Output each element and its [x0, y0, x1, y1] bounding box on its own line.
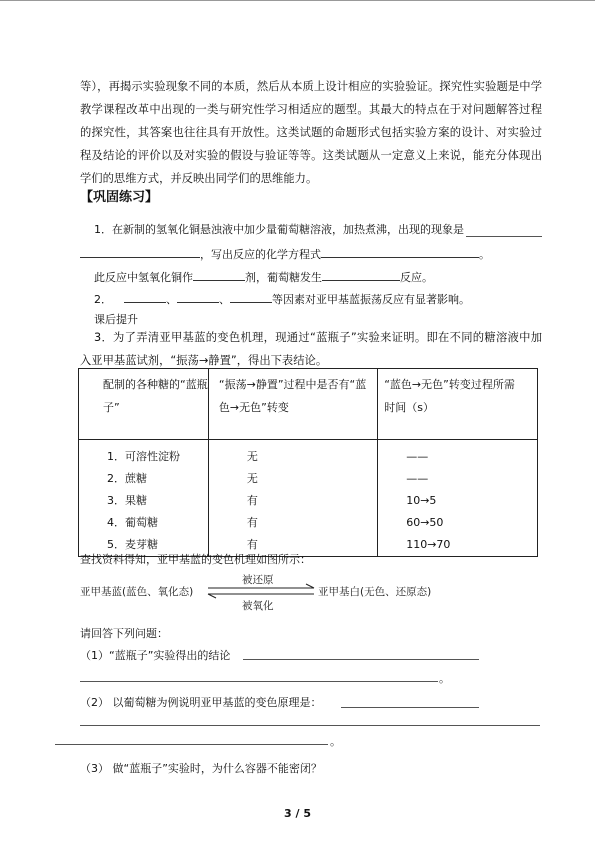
- table-header-row: [79, 369, 538, 440]
- q2-blank-3[interactable]: [230, 290, 272, 303]
- q1-line1: [94, 223, 464, 237]
- table-col-time: [378, 440, 538, 557]
- section-title: 【巩固练习】: [80, 190, 159, 205]
- table-row: 3．果糖: [107, 494, 147, 507]
- q2-blank-2[interactable]: [177, 290, 219, 303]
- table-cell: 10→5: [406, 494, 437, 507]
- table-cell: 60→50: [406, 516, 444, 529]
- sub-question-2: （2） 以葡萄糖为例说明亚甲基蓝的变色原理是：: [80, 696, 322, 709]
- q1-oxidant-blank[interactable]: [193, 268, 245, 281]
- mechanism-bottom-label: 被氧化: [242, 600, 274, 611]
- q3-intro: 3．为了弄清亚甲基蓝的变色机理，现通过“蓝瓶子”实验来证明。即在不同的糖溶液中加入亚甲基蓝试剂，“振荡→静置”，得出下表结论。: [80, 331, 542, 367]
- q1-equation-blank[interactable]: [321, 245, 479, 258]
- table-row: 2．蔗糖: [107, 472, 147, 485]
- sub1-answer-line-2[interactable]: [80, 681, 438, 682]
- after-class-label: 课后提升: [94, 313, 138, 326]
- q1-reaction-prompt: 剂，葡萄糖发生: [245, 271, 322, 284]
- table-cell: ——: [406, 450, 429, 463]
- table-cell: ——: [406, 472, 429, 485]
- q1-answer-blank-1[interactable]: [466, 236, 542, 237]
- mechanism-intro: 查找资料得知，亚甲基蓝的变色机理如图所示：: [80, 553, 311, 566]
- sub1-period: 。: [439, 672, 450, 685]
- sub2-answer-line-3[interactable]: [55, 744, 328, 745]
- sub2-answer-line-2[interactable]: [80, 725, 540, 726]
- q2-line: [94, 290, 470, 307]
- table-body-row: [79, 440, 538, 557]
- mechanism-right: 亚甲基白(无色、还原态): [318, 586, 432, 598]
- q1-oxidant-prompt: 此反应中氢氧化铜作: [94, 271, 193, 284]
- table-cell: 110→70: [406, 538, 451, 551]
- intro-paragraph: 等），再揭示实验现象不同的本质，然后从本质上设计相应的实验验证。探究性实验题是中学教学课程改革中出现的一类与研究性学习相适应的题型。其最大的特点在于对问题解答过程的探究性，其答案也往往具有开放性。这类试题的命题形式包括实验方案的设计、对实验过程及结论的评价以及对实验的假设与验证等等。这类试题从一定意义上来说，能充分体现出学们的思维方式，并反映出同学们的思维能力。: [80, 80, 542, 185]
- sub2-period: 。: [330, 735, 341, 748]
- table-cell: 有: [246, 538, 258, 551]
- header-rule: [0, 0, 595, 1]
- table-row: 1．可溶性淀粉: [107, 450, 180, 463]
- q1-line3: [94, 268, 433, 285]
- table-cell: 有: [246, 494, 258, 507]
- q1-reaction-suffix: 反应。: [400, 271, 433, 284]
- q1-period: 。: [479, 248, 490, 261]
- table-header-change: “振荡→静置”过程中是否有“蓝色→无色”转变: [208, 369, 377, 440]
- q1-line2: [80, 245, 490, 262]
- q1-text: 1．在新制的氢氧化铜悬浊液中加少量葡萄糖溶液，加热煮沸，出现的现象是: [94, 223, 464, 236]
- q1-reaction-blank[interactable]: [322, 268, 400, 281]
- mechanism-top-label: 被还原: [242, 574, 274, 586]
- sub2-answer-line-1[interactable]: [341, 707, 479, 708]
- q2-sep-1: 、: [166, 293, 177, 306]
- sub-question-3: （3） 做“蓝瓶子”实验时，为什么容器不能密闭？: [80, 762, 322, 775]
- page-number: 3 / 5: [284, 807, 311, 820]
- q2-text: 等因素对亚甲基蓝振荡反应有显著影响。: [272, 293, 470, 306]
- table-header-time: “蓝色→无色”转变过程所需时间（s）: [378, 369, 538, 440]
- table-row: 5．麦芽糖: [107, 538, 158, 551]
- table-cell: 无: [246, 472, 258, 485]
- q2-blank-1[interactable]: [124, 290, 166, 303]
- mechanism-left: 亚甲基蓝(蓝色、氧化态): [80, 586, 194, 598]
- table-cell: 无: [246, 450, 258, 463]
- reverse-arrowhead: [208, 594, 216, 598]
- q1-answer-blank-2[interactable]: [80, 245, 200, 258]
- q2-sep-2: 、: [219, 293, 230, 306]
- mechanism-diagram: [80, 573, 440, 611]
- table-col-change: [208, 440, 377, 557]
- table-cell: 有: [246, 516, 258, 529]
- sub-question-1: （1）“蓝瓶子”实验得出的结论: [80, 649, 231, 662]
- table-row: 4．葡萄糖: [107, 516, 158, 529]
- table-header-sugar: 配制的各种糖的“蓝瓶子”: [79, 369, 209, 440]
- experiment-table: [78, 368, 538, 557]
- forward-arrowhead: [306, 584, 314, 588]
- q1-equation-prompt: ，写出反应的化学方程式: [200, 248, 321, 261]
- q2-number: 2．: [94, 293, 112, 306]
- answer-prompt: 请回答下列问题：: [80, 627, 168, 640]
- sub1-answer-line-1[interactable]: [243, 659, 479, 660]
- table-col-sugars: [79, 440, 209, 557]
